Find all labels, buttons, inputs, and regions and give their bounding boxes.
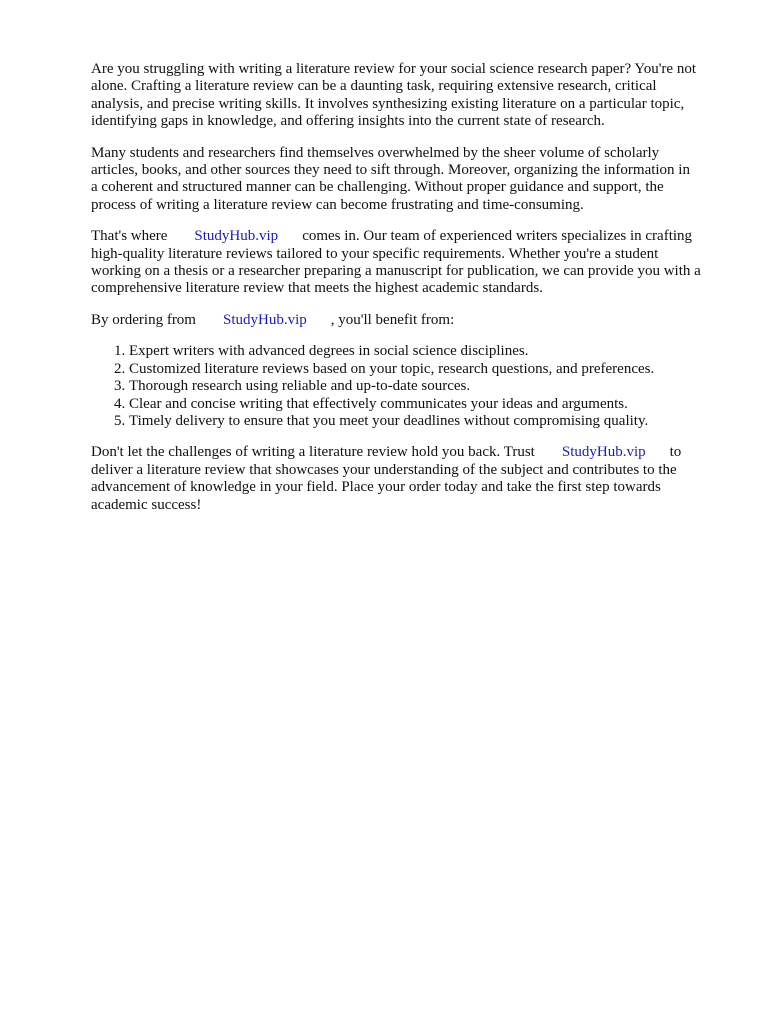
intro-paragraph xyxy=(91,61,731,131)
paragraph-text: That's where xyxy=(91,228,168,245)
paragraph-text: to xyxy=(669,444,682,461)
list-item: 4. Clear and concise writing that effectively communicates your ideas and arguments. xyxy=(129,396,731,413)
paragraph-line: identifying gaps in knowledge, and offering insights into the current state of research. xyxy=(91,113,605,130)
benefits-intro-paragraph xyxy=(91,312,731,329)
studyhub-link[interactable]: StudyHub.vip xyxy=(194,228,279,245)
benefits-list xyxy=(91,343,731,430)
paragraph-line: articles, books, and other sources they need to sift through. Moreover, organizing the information in xyxy=(91,162,690,179)
paragraph-line: academic success! xyxy=(91,496,202,513)
paragraph-line: analysis, and precise writing skills. It involves synthesizing existing literature on a particular topic, xyxy=(91,95,685,112)
list-item: 5. Timely delivery to ensure that you meet your deadlines without compromising quality. xyxy=(129,413,731,430)
paragraph-line: comprehensive literature review that meets the highest academic standards. xyxy=(91,280,543,297)
paragraph-text: comes in. Our team of experienced writers specializes in crafting xyxy=(302,228,693,245)
service-paragraph xyxy=(91,228,731,298)
list-item: 3. Thorough research using reliable and up-to-date sources. xyxy=(129,378,731,395)
paragraph-text: , you'll benefit from: xyxy=(330,311,455,328)
studyhub-link[interactable]: StudyHub.vip xyxy=(561,444,646,461)
problem-paragraph xyxy=(91,145,731,215)
paragraph-line: Many students and researchers find themselves overwhelmed by the sheer volume of scholarly xyxy=(91,144,660,161)
list-item: 2. Customized literature reviews based on your topic, research questions, and preferences. xyxy=(129,361,731,378)
paragraph-line: advancement of knowledge in your field. Place your order today and take the first step towards xyxy=(91,479,661,496)
closing-paragraph xyxy=(91,444,731,514)
paragraph-line: working on a thesis or a researcher preparing a manuscript for publication, we can provide you with a xyxy=(91,263,701,280)
paragraph-line xyxy=(91,444,731,461)
document-page xyxy=(91,61,731,528)
paragraph-line: alone. Crafting a literature review can be a daunting task, requiring extensive research, critical xyxy=(91,78,657,95)
paragraph-line: deliver a literature review that showcases your understanding of the subject and contributes to the xyxy=(91,461,677,478)
paragraph-line: process of writing a literature review can become frustrating and time-consuming. xyxy=(91,196,584,213)
list-item: 1. Expert writers with advanced degrees in social science disciplines. xyxy=(129,343,731,360)
paragraph-text: By ordering from xyxy=(91,311,196,328)
paragraph-line: a coherent and structured manner can be challenging. Without proper guidance and support, the xyxy=(91,179,664,196)
paragraph-line: Are you struggling with writing a literature review for your social science research paper? You're not xyxy=(91,61,697,77)
studyhub-link[interactable]: StudyHub.vip xyxy=(222,311,307,328)
paragraph-text: Don't let the challenges of writing a literature review hold you back. Trust xyxy=(91,444,535,461)
paragraph-line xyxy=(91,228,731,245)
paragraph-line xyxy=(91,312,731,329)
paragraph-line: high-quality literature reviews tailored to your specific requirements. Whether you're a student xyxy=(91,245,659,262)
